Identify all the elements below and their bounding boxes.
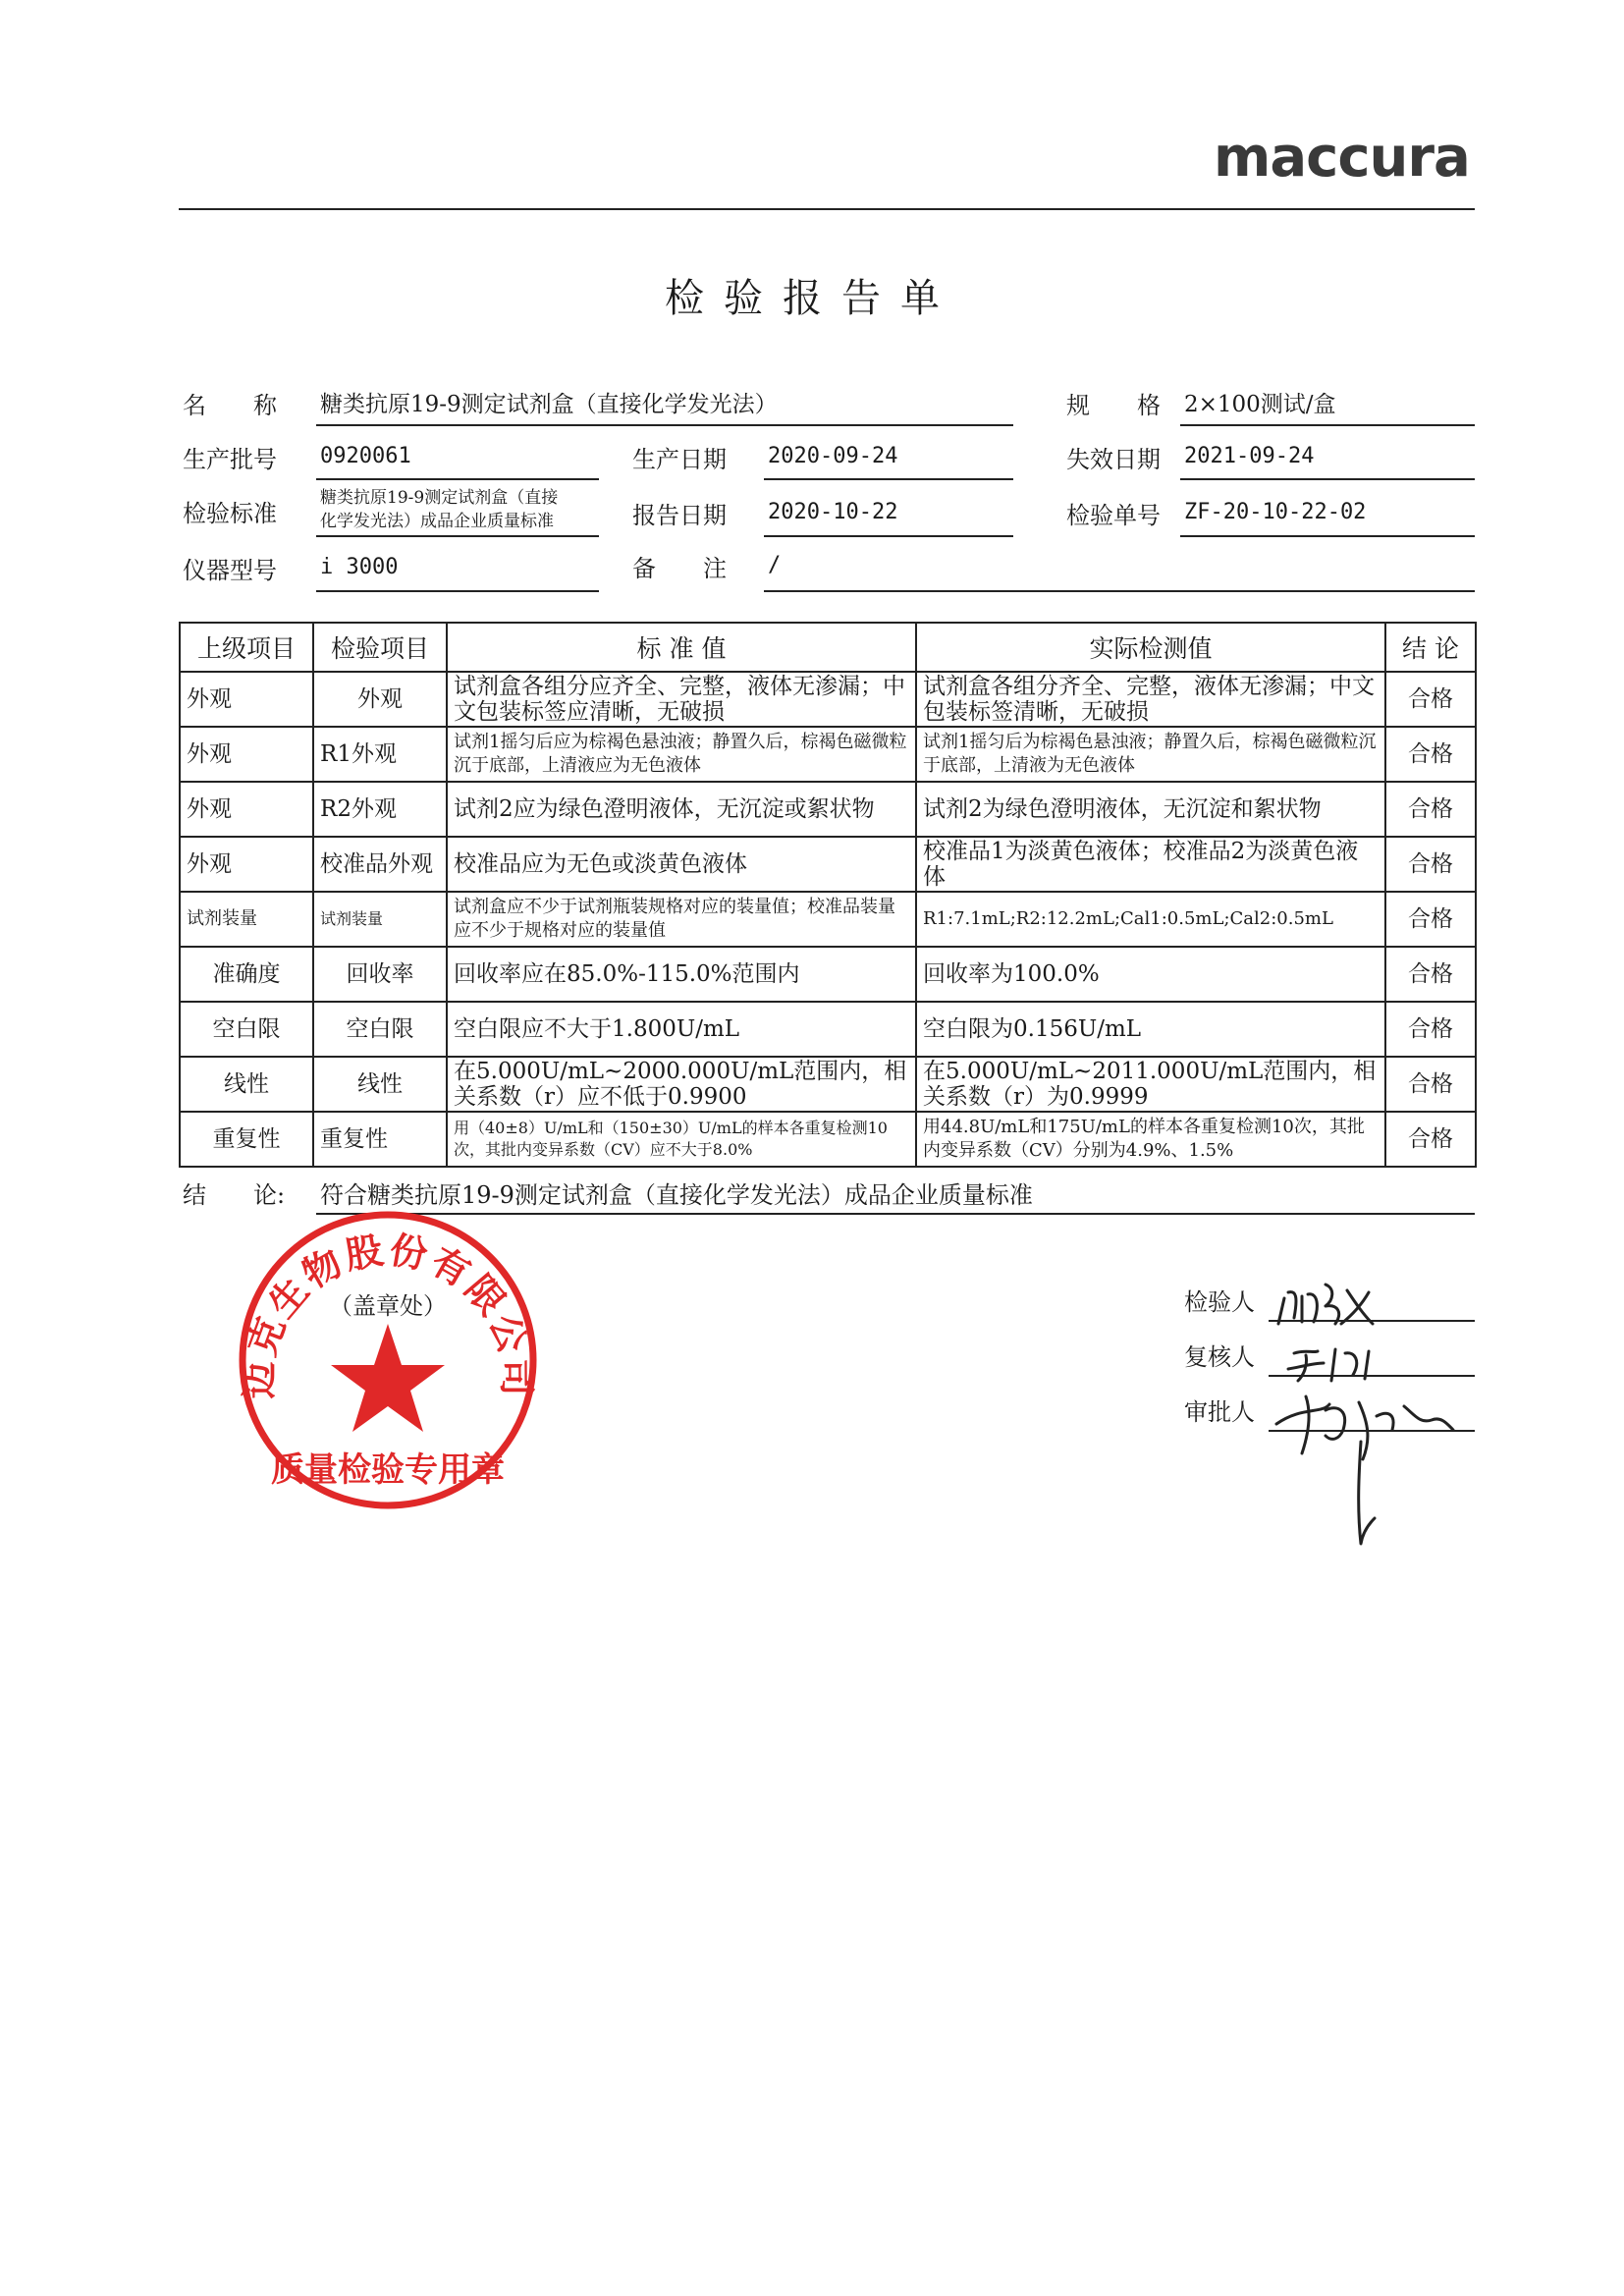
- cell-actual: 试剂2为绿色澄明液体，无沉淀和絮状物: [916, 782, 1385, 837]
- cell-item: 线性: [313, 1057, 447, 1112]
- reviewer-label: 复核人: [1184, 1343, 1255, 1371]
- handwritten-signatures: [1267, 1267, 1492, 1581]
- cell-result: 合格: [1385, 892, 1476, 947]
- prod-date-label: 生产日期: [632, 446, 727, 473]
- cell-item: R1外观: [313, 727, 447, 782]
- table-row: [180, 672, 1476, 727]
- name-label: 名 称: [183, 392, 277, 419]
- standard-value-line2: 化学发光法）成品企业质量标准: [320, 512, 554, 531]
- prod-date-value: 2020-09-24: [768, 444, 898, 468]
- svg-text:（盖章处）: （盖章处）: [329, 1292, 447, 1320]
- remark-underline: [764, 590, 1475, 592]
- standard-underline: [316, 535, 599, 537]
- spec-label: 规 格: [1066, 392, 1161, 419]
- cell-parent: 重复性: [180, 1112, 313, 1167]
- report-date-underline: [764, 535, 1013, 537]
- cell-item: 试剂装量: [313, 892, 447, 947]
- cell-actual: 试剂1摇匀后为棕褐色悬浊液；静置久后，棕褐色磁微粒沉于底部，上清液为无色液体: [916, 727, 1385, 782]
- instrument-label: 仪器型号: [183, 557, 277, 584]
- header-test-item: 检验项目: [313, 623, 447, 672]
- cell-actual: 在5.000U/mL~2011.000U/mL范围内，相关系数（r）为0.9999: [916, 1057, 1385, 1112]
- cell-parent: 外观: [180, 727, 313, 782]
- expire-value: 2021-09-24: [1184, 444, 1315, 468]
- cell-result: 合格: [1385, 1002, 1476, 1057]
- name-value: 糖类抗原19-9测定试剂盒（直接化学发光法）: [320, 392, 778, 417]
- cell-result: 合格: [1385, 1112, 1476, 1167]
- table-header-row: [180, 623, 1476, 672]
- svg-text:迈克生物股份有限公司: 迈克生物股份有限公司: [236, 1227, 540, 1399]
- remark-label: 备 注: [632, 555, 727, 582]
- expire-label: 失效日期: [1066, 446, 1161, 473]
- company-logo: maccura: [1214, 126, 1470, 190]
- cell-actual: R1:7.1mL;R2:12.2mL;Cal1:0.5mL;Cal2:0.5mL: [916, 892, 1385, 947]
- cell-item: 重复性: [313, 1112, 447, 1167]
- batch-underline: [316, 478, 599, 480]
- cell-standard: 校准品应为无色或淡黄色液体: [447, 837, 916, 892]
- cell-result: 合格: [1385, 837, 1476, 892]
- header-rule: [179, 208, 1475, 210]
- cell-actual: 回收率为100.0%: [916, 947, 1385, 1002]
- spec-underline: [1180, 424, 1475, 426]
- cell-result: 合格: [1385, 1057, 1476, 1112]
- cell-actual: 空白限为0.156U/mL: [916, 1002, 1385, 1057]
- cell-standard: 试剂2应为绿色澄明液体，无沉淀或絮状物: [447, 782, 916, 837]
- header-parent-item: 上级项目: [180, 623, 313, 672]
- remark-value: /: [768, 553, 782, 577]
- cell-result: 合格: [1385, 947, 1476, 1002]
- cell-parent: 空白限: [180, 1002, 313, 1057]
- header-actual: 实际检测值: [916, 623, 1385, 672]
- instrument-value: i 3000: [320, 555, 399, 579]
- batch-label: 生产批号: [183, 446, 277, 473]
- inspector-label: 检验人: [1184, 1288, 1255, 1316]
- expire-underline: [1180, 478, 1475, 480]
- svg-text:质量检验专用章: 质量检验专用章: [271, 1450, 505, 1490]
- prod-date-underline: [764, 478, 1013, 480]
- cell-result: 合格: [1385, 672, 1476, 727]
- cell-standard: 试剂1摇匀后应为棕褐色悬浊液；静置久后，棕褐色磁微粒沉于底部，上清液应为无色液体: [447, 727, 916, 782]
- cell-result: 合格: [1385, 727, 1476, 782]
- conclusion-label: 结 论:: [183, 1181, 286, 1209]
- cell-standard: 用（40±8）U/mL和（150±30）U/mL的样本各重复检测10次，其批内变异系数（CV）应不大于8.0%: [447, 1112, 916, 1167]
- cell-result: 合格: [1385, 782, 1476, 837]
- cell-actual: 校准品1为淡黄色液体；校准品2为淡黄色液体: [916, 837, 1385, 892]
- cell-standard: 在5.000U/mL~2000.000U/mL范围内，相关系数（r）应不低于0.9900: [447, 1057, 916, 1112]
- report-no-label: 检验单号: [1066, 502, 1161, 529]
- cell-standard: 回收率应在85.0%-115.0%范围内: [447, 947, 916, 1002]
- cell-item: R2外观: [313, 782, 447, 837]
- report-no-underline: [1180, 535, 1475, 537]
- report-date-label: 报告日期: [632, 502, 727, 529]
- cell-parent: 线性: [180, 1057, 313, 1112]
- table-row: [180, 727, 1476, 782]
- cell-parent: 外观: [180, 782, 313, 837]
- cell-parent: 准确度: [180, 947, 313, 1002]
- table-row: [180, 1002, 1476, 1057]
- report-date-value: 2020-10-22: [768, 500, 898, 524]
- inspection-table: [179, 622, 1477, 1168]
- report-no-value: ZF-20-10-22-02: [1184, 500, 1367, 524]
- table-row: [180, 892, 1476, 947]
- cell-item: 校准品外观: [313, 837, 447, 892]
- table-row: [180, 947, 1476, 1002]
- cell-parent: 外观: [180, 837, 313, 892]
- standard-label: 检验标准: [183, 500, 277, 527]
- approver-label: 审批人: [1184, 1398, 1255, 1426]
- header-result: 结 论: [1385, 623, 1476, 672]
- table-row: [180, 782, 1476, 837]
- cell-item: 空白限: [313, 1002, 447, 1057]
- spec-value: 2×100测试/盒: [1184, 392, 1336, 417]
- batch-value: 0920061: [320, 444, 411, 468]
- cell-standard: 空白限应不大于1.800U/mL: [447, 1002, 916, 1057]
- cell-actual: 试剂盒各组分齐全、完整，液体无渗漏；中文包装标签清晰，无破损: [916, 672, 1385, 727]
- cell-standard: 试剂盒各组分应齐全、完整，液体无渗漏；中文包装标签应清晰，无破损: [447, 672, 916, 727]
- table-row: [180, 1112, 1476, 1167]
- conclusion-value: 符合糖类抗原19-9测定试剂盒（直接化学发光法）成品企业质量标准: [320, 1181, 1033, 1209]
- table-row: [180, 837, 1476, 892]
- instrument-underline: [316, 590, 599, 592]
- name-underline: [316, 424, 1013, 426]
- company-seal-stamp: [226, 1198, 550, 1522]
- standard-value-line1: 糖类抗原19-9测定试剂盒（直接: [320, 488, 559, 508]
- cell-item: 回收率: [313, 947, 447, 1002]
- cell-parent: 试剂装量: [180, 892, 313, 947]
- table-row: [180, 1057, 1476, 1112]
- report-title: 检验报告单: [665, 276, 959, 321]
- cell-item: 外观: [313, 672, 447, 727]
- cell-parent: 外观: [180, 672, 313, 727]
- cell-actual: 用44.8U/mL和175U/mL的样本各重复检测10次，其批内变异系数（CV）分别为4.9%、1.5%: [916, 1112, 1385, 1167]
- cell-standard: 试剂盒应不少于试剂瓶装规格对应的装量值；校准品装量应不少于规格对应的装量值: [447, 892, 916, 947]
- header-standard: 标 准 值: [447, 623, 916, 672]
